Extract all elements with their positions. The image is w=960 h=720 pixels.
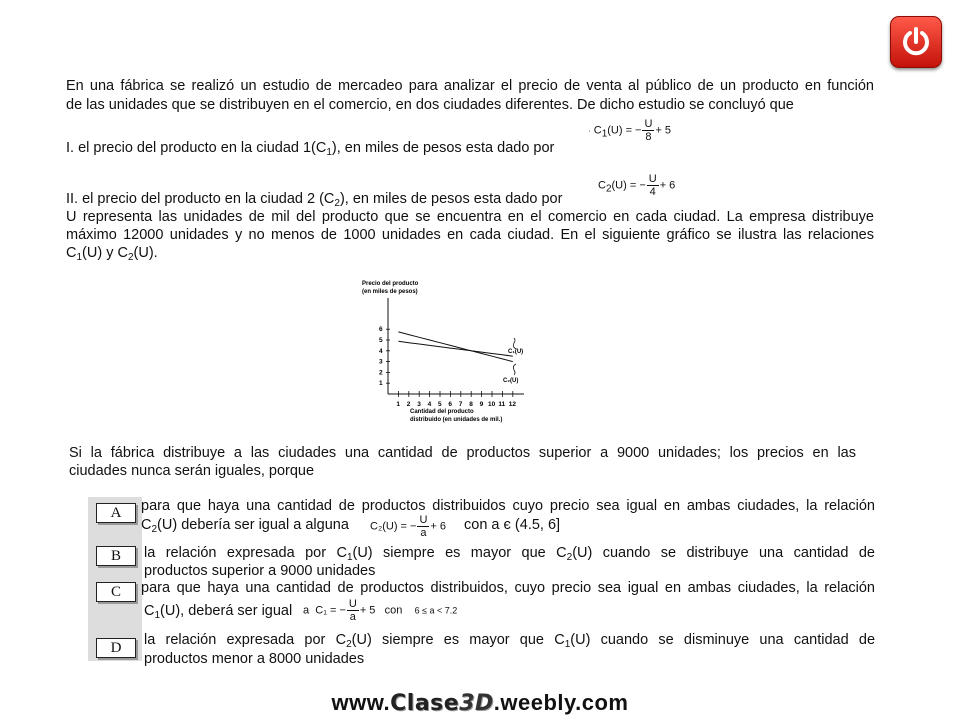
formula-c1: · $C_1(U)$ = − $\frac{U}{8}$ + 5	[588, 118, 672, 143]
desc-line-1: U representa las unidades de mil del producto que se encuentra en el comercio en cada ciudad. La empresa distribuye	[66, 209, 874, 225]
option-a-formula: C₂(U) = − $\frac{U}{a}$ + 6	[370, 514, 447, 539]
chart-ylabel-2: (en miles de pesos)	[362, 289, 418, 295]
x-tick-label: 2	[406, 401, 411, 408]
x-tick-label: 12	[508, 401, 517, 408]
y-tick-label: 5	[379, 337, 383, 344]
option-a-button[interactable]: A	[96, 503, 136, 523]
x-tick-label: 8	[469, 401, 473, 408]
y-tick-label: 4	[379, 347, 383, 355]
option-c-line-2: $C_1(U)$, deberá ser igual	[144, 603, 293, 621]
power-button[interactable]	[890, 16, 942, 68]
option-d-line-1: la relación expresada por $C_2(U)$ siempre es mayor que $C_1(U)$ cuando se disminuye una cantidad de	[144, 632, 876, 650]
intro-line-1: En una fábrica se realizó un estudio de mercadeo para analizar el precio de venta al público de un producto en función	[66, 78, 874, 94]
option-c-button[interactable]: C	[96, 582, 136, 602]
option-d-line-2: productos menor a 8000 unidades	[144, 651, 365, 667]
option-d-button[interactable]: D	[96, 638, 136, 658]
desc-line-2: máximo 12000 unidades y no menos de 1000 unidades en cada ciudad. En el siguiente gráfico se ilustra las relaciones	[66, 227, 874, 243]
chart-xlabel-2: distribuido (en unidades de mil.)	[410, 417, 503, 423]
x-tick-label: 10	[488, 401, 496, 408]
question-line-1: Si la fábrica distribuye a las ciudades una cantidad de productos superior a 9000 unidades; los precios en las	[69, 445, 856, 461]
y-tick-label: 6	[379, 326, 383, 334]
option-a-line-2: $C_2(U)$ debería ser igual a alguna	[141, 517, 349, 535]
desc-line-3: $C_1(U)$ y $C_2(U)$.	[66, 245, 158, 263]
x-tick-label: 1	[396, 401, 401, 408]
curve-label-c1: C₁(U)	[508, 349, 524, 355]
option-b-line-2: productos superior a 9000 unidades	[144, 563, 376, 579]
price-chart	[358, 276, 538, 426]
chart-xlabel-1: Cantidad del producto	[410, 409, 474, 415]
formula-c2: $C_2(U)$ = − $\frac{U}{4}$ + 6	[598, 173, 676, 198]
option-c-line-1: para que haya una cantidad de productos distribuidos, cuyo precio sea igual en ambas ciudades, la relación	[141, 580, 875, 596]
statement-2: II. el precio del producto en la ciudad 2 $(C_2)$, en miles de pesos esta dado por	[66, 191, 563, 209]
x-tick-label: 4	[427, 401, 432, 408]
brace-c2	[513, 364, 516, 375]
intro-line-2: de las unidades que se distribuyen en el comercio, en dos ciudades diferentes. De dicho estudio se concluyó que	[66, 97, 794, 113]
option-a-line-1: para que haya una cantidad de productos distribuidos cuyo precio sea igual en ambas ciudades, la relación	[141, 498, 875, 514]
y-tick-label: 3	[379, 358, 383, 366]
site-footer-link[interactable]: www.Clase3D.weebly.com	[331, 690, 629, 716]
power-icon	[899, 25, 933, 59]
x-tick-label: 3	[417, 401, 421, 408]
y-tick-label: 2	[379, 369, 383, 377]
chart-ylabel-1: Precio del producto	[362, 281, 419, 287]
series-line-c1	[398, 341, 512, 356]
question-line-2: ciudades nunca serán iguales, porque	[69, 463, 315, 479]
option-b-line-1: la relación expresada por $C_1(U)$ siempre es mayor que $C_2(U)$ cuando se distribuye una cantidad de	[144, 545, 875, 563]
curve-label-c2: C₂(U)	[503, 378, 519, 384]
series-line-c2	[398, 332, 512, 362]
option-b-button[interactable]: B	[96, 546, 136, 566]
x-tick-label: 11	[498, 401, 506, 408]
brand-logo: Clase	[390, 691, 460, 716]
x-tick-label: 9	[479, 401, 484, 408]
x-tick-label: 7	[458, 401, 463, 408]
statement-1: I. el precio del producto en la ciudad $1(C_1)$, en miles de pesos esta dado por	[66, 140, 555, 158]
brace-c1	[513, 338, 516, 349]
x-tick-label: 5	[438, 401, 442, 408]
y-tick-label: 1	[379, 380, 383, 388]
option-a-tail: con a є (4.5, 6]	[464, 517, 561, 533]
x-tick-label: 6	[448, 401, 453, 408]
option-c-formula: a C₁ = − $\frac{U}{a}$ + 5 con 6 ≤ a < 7.2	[303, 598, 458, 623]
